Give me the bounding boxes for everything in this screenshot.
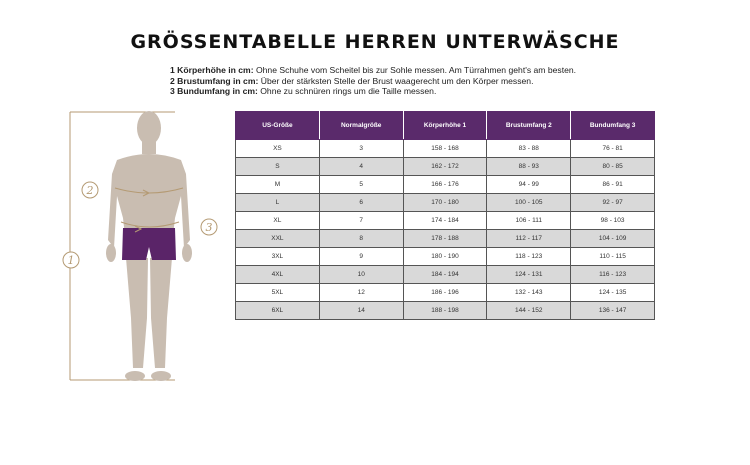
cell-normal-size: 8 bbox=[319, 230, 403, 248]
cell-body-height: 162 - 172 bbox=[403, 158, 487, 176]
cell-waist: 110 - 115 bbox=[571, 248, 655, 266]
cell-chest: 94 - 99 bbox=[487, 176, 571, 194]
cell-normal-size: 6 bbox=[319, 194, 403, 212]
cell-chest: 112 - 117 bbox=[487, 230, 571, 248]
header-normal-size: Normalgröße bbox=[319, 112, 403, 140]
table-row bbox=[236, 266, 655, 284]
underwear-briefs bbox=[122, 228, 176, 260]
cell-normal-size: 4 bbox=[319, 158, 403, 176]
page-title: GRÖSSENTABELLE HERREN UNTERWÄSCHE bbox=[130, 31, 620, 53]
cell-body-height: 178 - 188 bbox=[403, 230, 487, 248]
table-header-row bbox=[236, 112, 655, 140]
cell-us-size: 6XL bbox=[236, 302, 320, 320]
cell-body-height: 170 - 180 bbox=[403, 194, 487, 212]
table-row bbox=[236, 212, 655, 230]
cell-waist: 104 - 109 bbox=[571, 230, 655, 248]
measurement-notes bbox=[170, 65, 576, 97]
cell-normal-size: 7 bbox=[319, 212, 403, 230]
cell-waist: 92 - 97 bbox=[571, 194, 655, 212]
cell-chest: 124 - 131 bbox=[487, 266, 571, 284]
cell-us-size: XS bbox=[236, 140, 320, 158]
cell-waist: 116 - 123 bbox=[571, 266, 655, 284]
cell-waist: 98 - 103 bbox=[571, 212, 655, 230]
cell-waist: 124 - 135 bbox=[571, 284, 655, 302]
cell-body-height: 188 - 198 bbox=[403, 302, 487, 320]
cell-chest: 132 - 143 bbox=[487, 284, 571, 302]
cell-chest: 106 - 111 bbox=[487, 212, 571, 230]
table-row bbox=[236, 140, 655, 158]
cell-normal-size: 14 bbox=[319, 302, 403, 320]
cell-body-height: 166 - 176 bbox=[403, 176, 487, 194]
cell-normal-size: 9 bbox=[319, 248, 403, 266]
cell-us-size: 5XL bbox=[236, 284, 320, 302]
cell-us-size: 3XL bbox=[236, 248, 320, 266]
header-waist: Bundumfang 3 bbox=[571, 112, 655, 140]
cell-normal-size: 5 bbox=[319, 176, 403, 194]
body-figure-illustration bbox=[55, 100, 230, 400]
cell-chest: 83 - 88 bbox=[487, 140, 571, 158]
table-row bbox=[236, 248, 655, 266]
cell-body-height: 180 - 190 bbox=[403, 248, 487, 266]
cell-waist: 76 - 81 bbox=[571, 140, 655, 158]
marker-waist bbox=[201, 219, 217, 235]
header-body-height: Körperhöhe 1 bbox=[403, 112, 487, 140]
note-waist: 3 Bundumfang in cm: Ohne zu schnüren rings um die Taille messen. bbox=[170, 86, 437, 96]
svg-text:1: 1 bbox=[67, 254, 75, 267]
cell-chest: 88 - 93 bbox=[487, 158, 571, 176]
table-body bbox=[236, 140, 655, 320]
cell-body-height: 186 - 196 bbox=[403, 284, 487, 302]
cell-us-size: 4XL bbox=[236, 266, 320, 284]
cell-us-size: XXL bbox=[236, 230, 320, 248]
svg-text:2: 2 bbox=[86, 184, 94, 197]
cell-waist: 80 - 85 bbox=[571, 158, 655, 176]
table-row bbox=[236, 176, 655, 194]
cell-us-size: L bbox=[236, 194, 320, 212]
cell-us-size: M bbox=[236, 176, 320, 194]
cell-us-size: S bbox=[236, 158, 320, 176]
size-table bbox=[235, 111, 655, 320]
cell-chest: 100 - 105 bbox=[487, 194, 571, 212]
cell-normal-size: 3 bbox=[319, 140, 403, 158]
table-row bbox=[236, 158, 655, 176]
cell-us-size: XL bbox=[236, 212, 320, 230]
note-chest: 2 Brustumfang in cm: Über der stärksten Stelle der Brust waagerecht um den Körper messen. bbox=[170, 75, 534, 86]
marker-height bbox=[63, 252, 79, 268]
cell-body-height: 158 - 168 bbox=[403, 140, 487, 158]
table-row bbox=[236, 230, 655, 248]
marker-chest bbox=[82, 182, 98, 198]
cell-body-height: 184 - 194 bbox=[403, 266, 487, 284]
note-height: 1 Körperhöhe in cm: Ohne Schuhe vom Scheitel bis zur Sohle messen. Am Türrahmen geht's am besten. bbox=[170, 65, 577, 75]
cell-normal-size: 12 bbox=[319, 284, 403, 302]
table-row bbox=[236, 194, 655, 212]
cell-chest: 118 - 123 bbox=[487, 248, 571, 266]
cell-normal-size: 10 bbox=[319, 266, 403, 284]
header-chest: Brustumfang 2 bbox=[487, 112, 571, 140]
cell-chest: 144 - 152 bbox=[487, 302, 571, 320]
cell-waist: 136 - 147 bbox=[571, 302, 655, 320]
cell-body-height: 174 - 184 bbox=[403, 212, 487, 230]
table-row bbox=[236, 284, 655, 302]
table-row bbox=[236, 302, 655, 320]
svg-text:3: 3 bbox=[205, 221, 213, 234]
header-us-size: US-Größe bbox=[236, 112, 320, 140]
cell-waist: 86 - 91 bbox=[571, 176, 655, 194]
